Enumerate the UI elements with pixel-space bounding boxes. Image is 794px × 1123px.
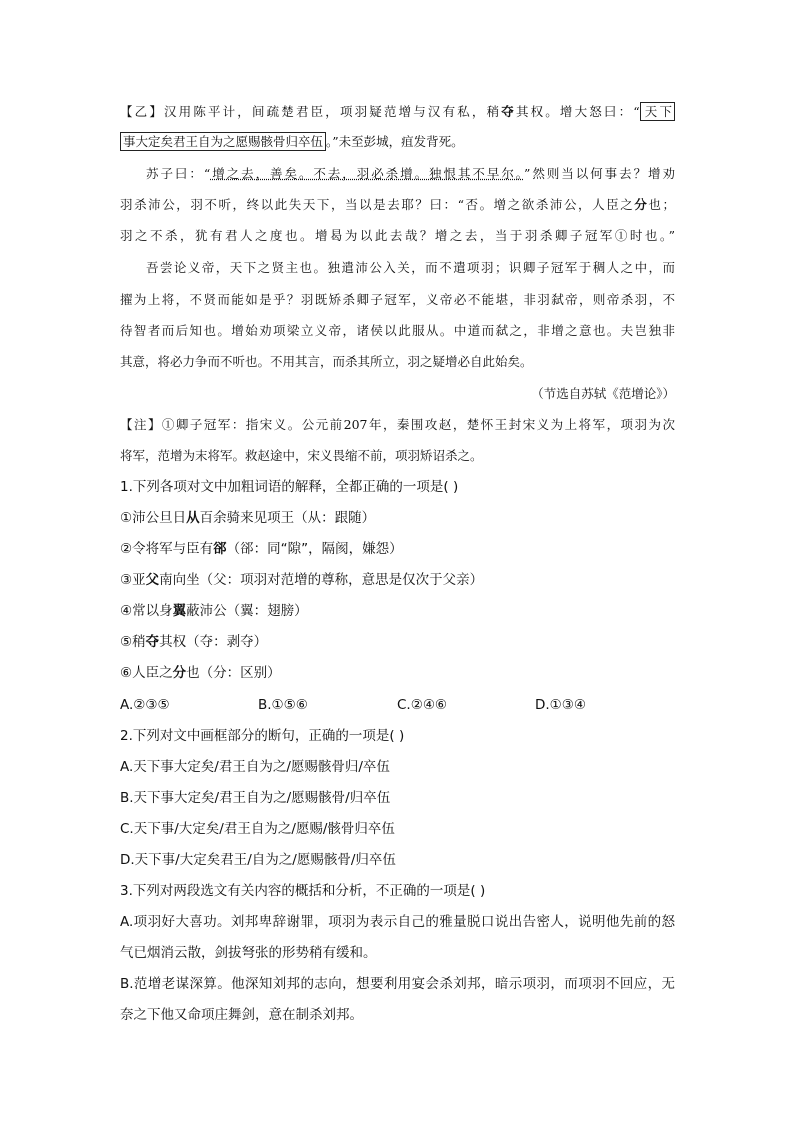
item-text: 其权（夺：剥夺） bbox=[159, 634, 268, 650]
note-line-2: 将军，范增为末将军。救赵途中，宋义畏缩不前，项羽矫诏杀之。 bbox=[120, 448, 483, 463]
q3-stem: 3.下列对两段选文有关内容的概括和分析，不正确的一项是( ) bbox=[120, 883, 486, 899]
passage-source: （节选自苏轼《范增论》） bbox=[531, 386, 675, 401]
item-text: （郤：同“隙”，隔阂，嫌怨） bbox=[226, 541, 403, 557]
q2-option-c[interactable]: C.天下事/大定矣/君王自为之/愿赐/骸骨归卒伍 bbox=[120, 821, 395, 837]
passage-line-2 bbox=[120, 134, 675, 150]
framed-text: 事大定矣君王自为之愿赐骸骨归卒伍 bbox=[120, 132, 326, 151]
q1-item-5 bbox=[120, 633, 680, 651]
q2-stem: 2.下列对文中画框部分的断句，正确的一项是( ) bbox=[120, 728, 405, 744]
q3-option-a-line-1[interactable]: A.项羽好大喜功。刘邦卑辞谢罪，项羽为表示自己的雅量脱口说出告密人，说明他先前的怒 bbox=[120, 914, 675, 930]
passage-text: 苏子曰：“ bbox=[146, 166, 211, 181]
passage-text: 也； bbox=[648, 197, 675, 212]
passage-line-4 bbox=[120, 197, 675, 213]
q1-options bbox=[120, 696, 680, 714]
passage-text: ”然则当以何事去？增劝 bbox=[524, 166, 675, 181]
item-text: ③亚 bbox=[120, 572, 146, 588]
passage-text: 【乙】汉用陈平计，间疏楚君臣，项羽疑范增与汉有私，稍 bbox=[120, 104, 502, 119]
passage-line-8: 待智者而后知也。增始劝项梁立义帝，诸侯以此服从。中道而弑之，非增之意也。夫岂独非 bbox=[120, 323, 675, 338]
q1-stem: 1.下列各项对文中加粗词语的解释，全都正确的一项是( ) bbox=[120, 479, 459, 495]
passage-line-9: 其意，将必力争而不听也。不用其言，而杀其所立，羽之疑增必自此始矣。 bbox=[120, 354, 533, 369]
q2-option-b[interactable]: B.天下事大定矣/君王自为之/愿赐骸骨/归卒伍 bbox=[120, 790, 391, 806]
passage-line-7: 擢为上将，不贤而能如是乎？羽既矫杀卿子冠军，义帝必不能堪，非羽弑帝，则帝杀羽，不 bbox=[120, 292, 675, 307]
passage-text: 。”未至彭城，疽发背死。 bbox=[326, 134, 464, 149]
q3-option-b-line-2[interactable]: 奈之下他又命项庄舞剑，意在制杀刘邦。 bbox=[120, 1007, 363, 1023]
bold-word-fen: 分 bbox=[634, 197, 649, 212]
item-text: ⑥人臣之 bbox=[120, 665, 173, 681]
note-line-1: 【注】①卿子冠军：指宋义。公元前207年，秦围攻赵，楚怀王封宋义为上将军，项羽为次 bbox=[120, 417, 675, 432]
q2-option-d[interactable]: D.天下事/大定矣君王/自为之/愿赐骸骨/归卒伍 bbox=[120, 852, 396, 868]
q1-option-b[interactable]: B.①⑤⑥ bbox=[258, 697, 308, 713]
q1-option-c[interactable]: C.②④⑥ bbox=[397, 697, 448, 713]
item-text: ④常以身 bbox=[120, 603, 173, 619]
item-text: ①沛公旦日 bbox=[120, 510, 187, 526]
q3-option-a-line-2[interactable]: 气已烟消云散，剑拔弩张的形势稍有缓和。 bbox=[120, 945, 377, 961]
passage-line-6: 吾尝论义帝，天下之贤主也。独遣沛公入关，而不遣项羽；识卿子冠军于稠人之中，而 bbox=[146, 260, 675, 275]
passage-line-5: 羽之不杀，犹有君人之度也。增曷为以此去哉？增之去，当于羽杀卿子冠军①时也。” bbox=[120, 228, 675, 243]
passage-text: 羽杀沛公，羽不听，终以此失天下，当以是去耶？曰：“否。增之欲杀沛公，人臣之 bbox=[120, 197, 635, 212]
q3-option-b-line-1[interactable]: B.范增老谋深算。他深知刘邦的志向，想要利用宴会杀刘邦，暗示项羽，而项羽不回应，无 bbox=[120, 976, 675, 992]
q1-option-d[interactable]: D.①③④ bbox=[535, 697, 586, 713]
passage-text: 其权。增大怒曰：“ bbox=[515, 104, 640, 119]
item-text: 蔽沛公（翼：翅膀） bbox=[186, 603, 308, 619]
bold-word: 分 bbox=[172, 665, 187, 681]
bold-word: 夺 bbox=[145, 634, 160, 650]
passage-line-3 bbox=[146, 166, 675, 182]
item-text: 百余骑来见项王（从：跟随） bbox=[199, 510, 376, 526]
framed-text-start: 天下 bbox=[640, 102, 675, 121]
q1-item-1 bbox=[120, 509, 680, 527]
bold-word: 翼 bbox=[172, 603, 187, 619]
passage-line-1 bbox=[120, 104, 675, 120]
q1-option-a[interactable]: A.②③⑤ bbox=[120, 697, 170, 713]
item-text: 南向坐（父：项羽对范增的尊称，意思是仅次于父亲） bbox=[159, 572, 484, 588]
underlined-quote: 增之去，善矣。不去，羽必杀增。独恨其不早尔。 bbox=[210, 166, 525, 181]
q1-item-3 bbox=[120, 571, 680, 589]
q2-option-a[interactable]: A.天下事大定矣/君王自为之/愿赐骸骨归/卒伍 bbox=[120, 759, 390, 775]
item-text: ②令将军与臣有 bbox=[120, 541, 214, 557]
q1-item-6 bbox=[120, 664, 680, 682]
q1-item-4 bbox=[120, 602, 680, 620]
bold-word: 郤 bbox=[213, 541, 227, 557]
bold-word-duo: 夺 bbox=[501, 104, 516, 119]
bold-word: 父 bbox=[145, 572, 160, 588]
bold-word: 从 bbox=[186, 510, 200, 526]
q1-item-2 bbox=[120, 540, 680, 558]
item-text: ⑤稍 bbox=[120, 634, 146, 650]
item-text: 也（分：区别） bbox=[186, 665, 281, 681]
